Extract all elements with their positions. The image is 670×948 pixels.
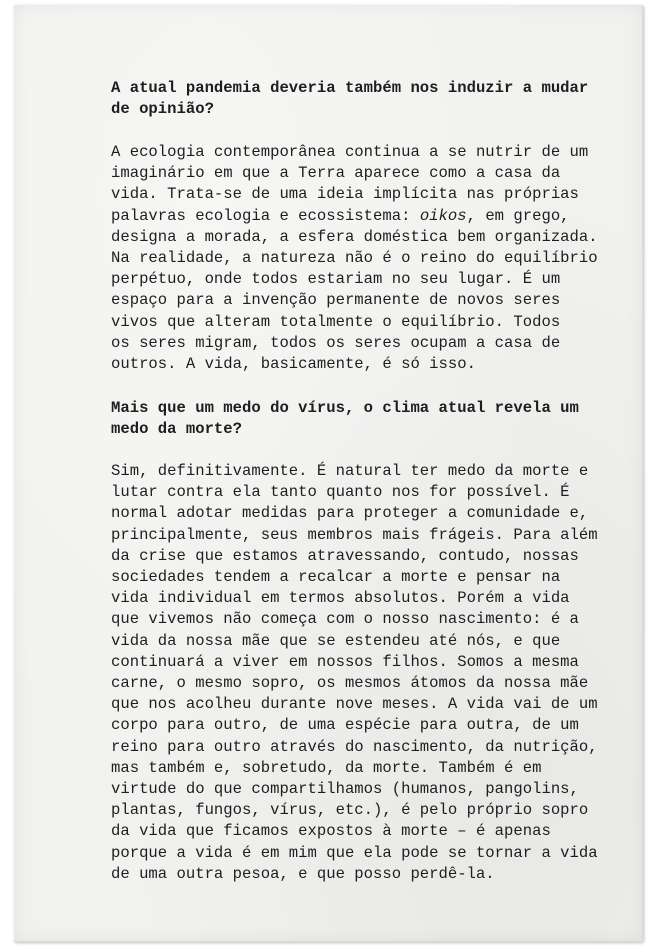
paragraph-line: mas também e, sobretudo, da morte. Também é em <box>111 758 542 777</box>
paragraph-line: da vida que ficamos expostos à morte – é apenas <box>111 822 551 841</box>
paragraph-line: designa a morada, a esfera doméstica bem organizada. <box>111 227 598 246</box>
paragraph-line: A ecologia contemporânea continua a se nutrir de um <box>111 143 589 161</box>
paragraph-line: principalmente, seus membros mais frágeis. Para além <box>111 525 598 544</box>
heading-line: Mais que um medo do vírus, o clima atual revela um <box>111 399 579 417</box>
paragraph-line: corpo para outro, de uma espécie para outra, de um <box>111 716 579 735</box>
heading-line: de opinião? <box>111 100 214 119</box>
paragraph-line: imaginário em que a Terra aparece como a casa da <box>111 164 561 183</box>
paragraph-line: porque a vida é em mim que ela pode se tornar a vida <box>111 843 598 862</box>
paragraph-line: vivos que alteram totalmente o equilíbrio. Todos <box>111 312 561 331</box>
paragraph-line: carne, o mesmo sopro, os mesmos átomos da nossa mãe <box>111 674 589 693</box>
paragraph-line: continuará a viver em nossos filhos. Somos a mesma <box>111 652 579 671</box>
question-heading-1 <box>111 78 588 120</box>
paragraph-line: normal adotar medidas para proteger a comunidade e, <box>111 504 589 523</box>
question-heading-2 <box>111 398 579 440</box>
paragraph-line: de uma outra pesoa, e que posso perdê-la. <box>111 864 495 883</box>
paragraph-line: Sim, definitivamente. É natural ter medo da morte e <box>111 462 589 480</box>
heading-line: A atual pandemia deveria também nos induzir a mudar <box>111 79 589 97</box>
line-segment: , em grego, <box>466 206 570 225</box>
paragraph-line: que vivemos não começa com o nosso nascimento: é a <box>111 610 579 629</box>
paragraph-line: que nos acolheu durante nove meses. A vida vai de um <box>111 695 598 714</box>
paragraph-line: outros. A vida, basicamente, é só isso. <box>111 355 476 374</box>
paragraph-line: perpétuo, onde todos estariam no seu lugar. É um <box>111 270 561 289</box>
paragraph-line: vida. Trata-se de uma ideia implícita nas próprias <box>111 185 579 204</box>
paper-page <box>14 5 643 942</box>
paragraph-line: vida individual em termos absolutos. Porém a vida <box>111 589 570 608</box>
paragraph-line: reino para outro através do nascimento, da nutrição, <box>111 737 598 756</box>
answer-paragraph-1 <box>111 142 598 375</box>
paragraph-line: virtude do que compartilhamos (humanos, pangolins, <box>111 780 579 799</box>
paragraph-line: lutar contra ela tanto quanto nos for possível. É <box>111 483 570 502</box>
heading-line: medo da morte? <box>111 420 243 439</box>
paragraph-line: os seres migram, todos os seres ocupam a casa de <box>111 333 561 352</box>
paragraph-line: da crise que estamos atravessando, contudo, nossas <box>111 546 579 565</box>
paragraph-line: sociedades tendem a recalcar a morte e pensar na <box>111 568 561 587</box>
paragraph-line: plantas, fungos, vírus, etc.), é pelo próprio sopro <box>111 801 589 820</box>
line-segment: palavras ecologia e ecossistema: <box>111 206 420 225</box>
paragraph-line: Na realidade, a natureza não é o reino do equilíbrio <box>111 249 598 268</box>
italic-term-oikos: oikos <box>419 206 467 225</box>
paragraph-line: espaço para a invenção permanente de novos seres <box>111 291 561 310</box>
paragraph-line <box>111 206 598 227</box>
paragraph-line: vida da nossa mãe que se estendeu até nós, e que <box>111 631 561 650</box>
answer-paragraph-2 <box>111 461 598 885</box>
